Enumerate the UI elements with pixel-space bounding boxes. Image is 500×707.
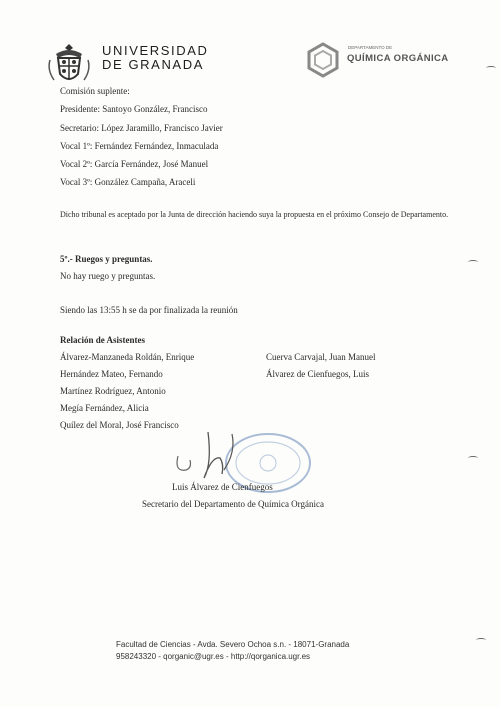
attendee-left: Hernández Mateo, Fernando [60,369,163,379]
attendee-left: Quílez del Moral, José Francisco [60,420,179,430]
footer-address: Facultad de Ciencias - Avda. Severo Ochoa s.n. - 18071-Granada [116,640,350,649]
attendee-left: Álvarez-Manzaneda Roldán, Enrique [60,352,195,362]
university-name-line2: DE GRANADA [102,57,204,72]
signer-name: Luis Álvarez de Cienfuegos [172,482,273,492]
commission-member: Secretario: López Jaramillo, Francisco Javier [60,123,223,133]
attendee-right: Álvarez de Cienfuegos, Luis [266,369,369,379]
department-name: QUÍMICA ORGÁNICA [347,53,449,64]
edge-mark [468,456,478,460]
closing-text: Siendo las 13:55 h se da por finalizada la reunión [60,305,238,315]
attendee-left: Megía Fernández, Alicia [60,403,149,413]
edge-mark [468,260,478,264]
attendee-left: Martínez Rodríguez, Antonio [60,386,166,396]
university-name [102,44,208,72]
university-crest-logo [44,40,94,88]
edge-mark [476,638,486,642]
edge-mark [486,66,496,70]
attendee-right: Cuerva Carvajal, Juan Manuel [266,352,376,362]
signer-role: Secretario del Departamento de Química Orgánica [142,499,325,509]
commission-title: Comisión suplente: [60,86,130,96]
department-label: DEPARTAMENTO DE [348,45,393,50]
attendees-heading: Relación de Asistentes [60,335,145,345]
department-hexagon-logo [306,42,340,78]
footer-contact: 958243320 - qorganic@ugr.es - http://qorganica.ugr.es [116,652,311,661]
commission-member: Presidente: Santoyo González, Francisco [60,104,208,114]
section-heading: 5º.- Ruegos y preguntas. [60,254,153,264]
commission-member: Vocal 2º: García Fernández, José Manuel [60,159,209,169]
section-text: No hay ruego y preguntas. [60,271,156,281]
commission-member: Vocal 3º: González Campaña, Araceli [60,177,196,187]
university-name-line1: UNIVERSIDAD [102,43,209,58]
commission-member: Vocal 1º: Fernández Fernández, Inmaculada [60,141,219,151]
approval-paragraph: Dicho tribunal es aceptado por la Junta de dirección haciendo suya la propuesta en el próximo Consejo de Departamento. [60,210,449,219]
